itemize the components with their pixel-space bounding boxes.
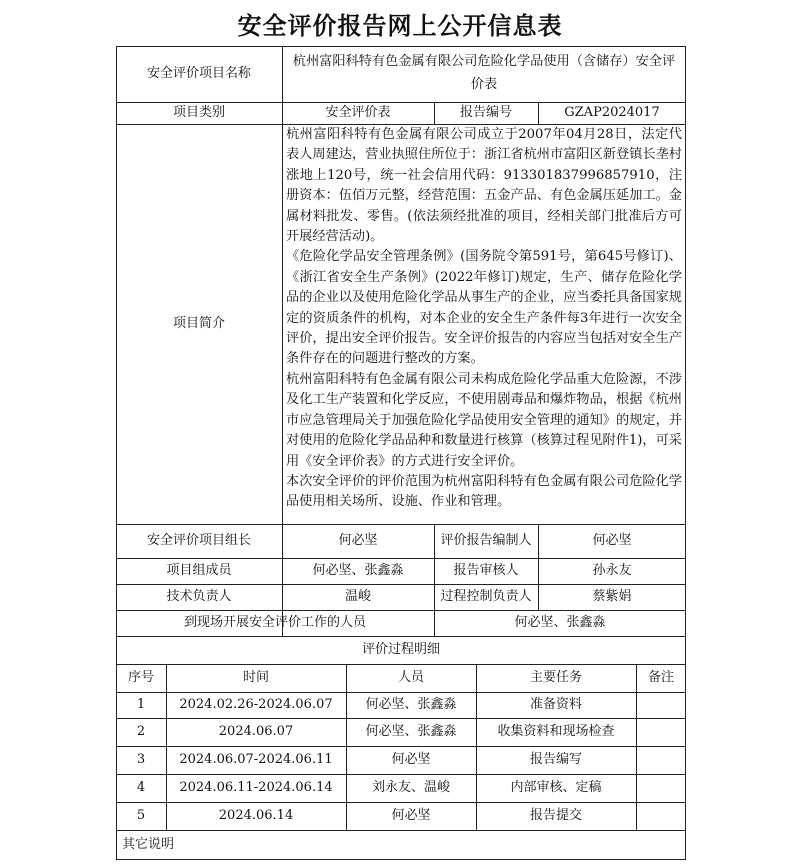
table-row-5-time: 2024.06.14 xyxy=(218,808,294,823)
table-row-1-time: 2024.02.26-2024.06.07 xyxy=(179,697,333,712)
process-table-title: 评价过程明细 xyxy=(361,642,440,657)
header-note: 备注 xyxy=(647,670,674,685)
members-label: 项目组成员 xyxy=(166,563,232,578)
table-row-4-note xyxy=(636,774,686,802)
report-no-label: 报告编号 xyxy=(459,105,512,120)
project-type-label: 项目类别 xyxy=(172,105,225,120)
header-task: 主要任务 xyxy=(529,670,582,685)
project-name-value: 杭州富阳科特有色金属有限公司危险化学品使用（含储存）安全评价表 xyxy=(292,54,676,92)
intro-paragraph-1: 杭州富阳科特有色金属有限公司成立于2007年04月28日，法定代表人周建达，营业执照住所位于：浙江省杭州市富阳区新登镇长垄村涨地上120号，统一社会信用代码：913301837996857910，注册资本：伍佰万元整，经营范围：五金产品、有色金属压延加工。金属材料批发、零售。(依法须经批准的项目，经相关部门批准后方可开展经营活动)。 xyxy=(286,127,682,245)
table-row-4-task: 内部审核、定稿 xyxy=(510,780,602,795)
table-row-2-index: 2 xyxy=(136,724,146,739)
table-row-4-index: 4 xyxy=(136,780,146,795)
project-name-label: 安全评价项目名称 xyxy=(146,66,251,81)
table-row-5-note xyxy=(636,802,686,830)
intro-paragraph-4: 本次安全评价的评价范围为杭州富阳科特有色金属有限公司危险化学品使用相关场所、设施、作业和管理。 xyxy=(286,473,682,510)
table-row-3-time: 2024.06.07-2024.06.11 xyxy=(179,752,333,767)
header-staff: 人员 xyxy=(397,670,424,685)
intro-paragraph-3: 杭州富阳科特有色金属有限公司未构成危险化学品重大危险源，不涉及化工生产装置和化学反应，不使用剧毒品和爆炸物品，根据《杭州市应急管理局关于加强危险化学品使用安全管理的通知》的规定，并对使用的危险化学品品种和数量进行核算（核算过程见附件1)，可采用《安全评价表》的方式进行安全评价。 xyxy=(286,371,682,469)
onsite-label: 到现场开展安全评价工作的人员 xyxy=(183,615,366,630)
leader-value: 何必坚 xyxy=(338,533,378,548)
table-row-3-staff: 何必坚 xyxy=(391,752,431,767)
members-value: 何必坚、张鑫淼 xyxy=(312,563,404,578)
table-row-1-note xyxy=(636,692,686,718)
writer-label: 评价报告编制人 xyxy=(440,533,532,548)
table-row-5-task: 报告提交 xyxy=(529,808,582,823)
table-row-2-task: 收集资料和现场检查 xyxy=(497,724,615,739)
table-row-3-note xyxy=(636,746,686,774)
table-row-4-staff: 刘永友、温峻 xyxy=(371,780,450,795)
table-row-2-time: 2024.06.07 xyxy=(218,724,294,739)
tech-value: 温峻 xyxy=(344,589,371,604)
header-time: 时间 xyxy=(242,670,269,685)
table-row-4-time: 2024.06.11-2024.06.14 xyxy=(179,780,333,795)
table-row-3-index: 3 xyxy=(136,752,146,767)
table-row-1-staff: 何必坚、张鑫淼 xyxy=(365,697,457,712)
table-row-2-note xyxy=(636,718,686,746)
table-row-3-task: 报告编写 xyxy=(529,752,582,767)
table-row-2-staff: 何必坚、张鑫淼 xyxy=(365,724,457,739)
table-row-5-index: 5 xyxy=(136,808,146,823)
table-row-1-task: 准备资料 xyxy=(529,697,582,712)
intro-paragraph-2: 《危险化学品安全管理条例》(国务院令第591号，第645号修订)、《浙江省安全生产条例》(2022年修订)规定，生产、储存危险化学品的企业以及使用危险化学品从事生产的企业，应当委托具备国家规定的资质条件的机构，对本企业的安全生产条件每3年进行一次安全评价，提出安全评价报告。安全评价报告的内容应当包括对安全生产条件存在的问题进行整改的方案。 xyxy=(286,249,682,367)
reviewer-label: 报告审核人 xyxy=(453,563,519,578)
project-type-value: 安全评价表 xyxy=(325,105,391,120)
reviewer-value: 孙永友 xyxy=(592,563,632,578)
table-row-1-index: 1 xyxy=(136,697,146,712)
header-index: 序号 xyxy=(127,670,154,685)
other-notes-label: 其它说明 xyxy=(122,837,175,852)
onsite-value: 何必坚、张鑫淼 xyxy=(514,615,606,630)
leader-label: 安全评价项目组长 xyxy=(146,533,251,548)
intro-text xyxy=(282,124,686,524)
tech-label: 技术负责人 xyxy=(166,589,232,604)
writer-value: 何必坚 xyxy=(592,533,632,548)
intro-label: 项目简介 xyxy=(172,316,225,331)
page-title: 安全评价报告网上公开信息表 xyxy=(237,11,563,40)
process-label: 过程控制负责人 xyxy=(440,589,532,604)
report-no-value: GZAP2024017 xyxy=(564,105,660,120)
process-value: 蔡紫娟 xyxy=(592,589,632,604)
table-row-5-staff: 何必坚 xyxy=(391,808,431,823)
